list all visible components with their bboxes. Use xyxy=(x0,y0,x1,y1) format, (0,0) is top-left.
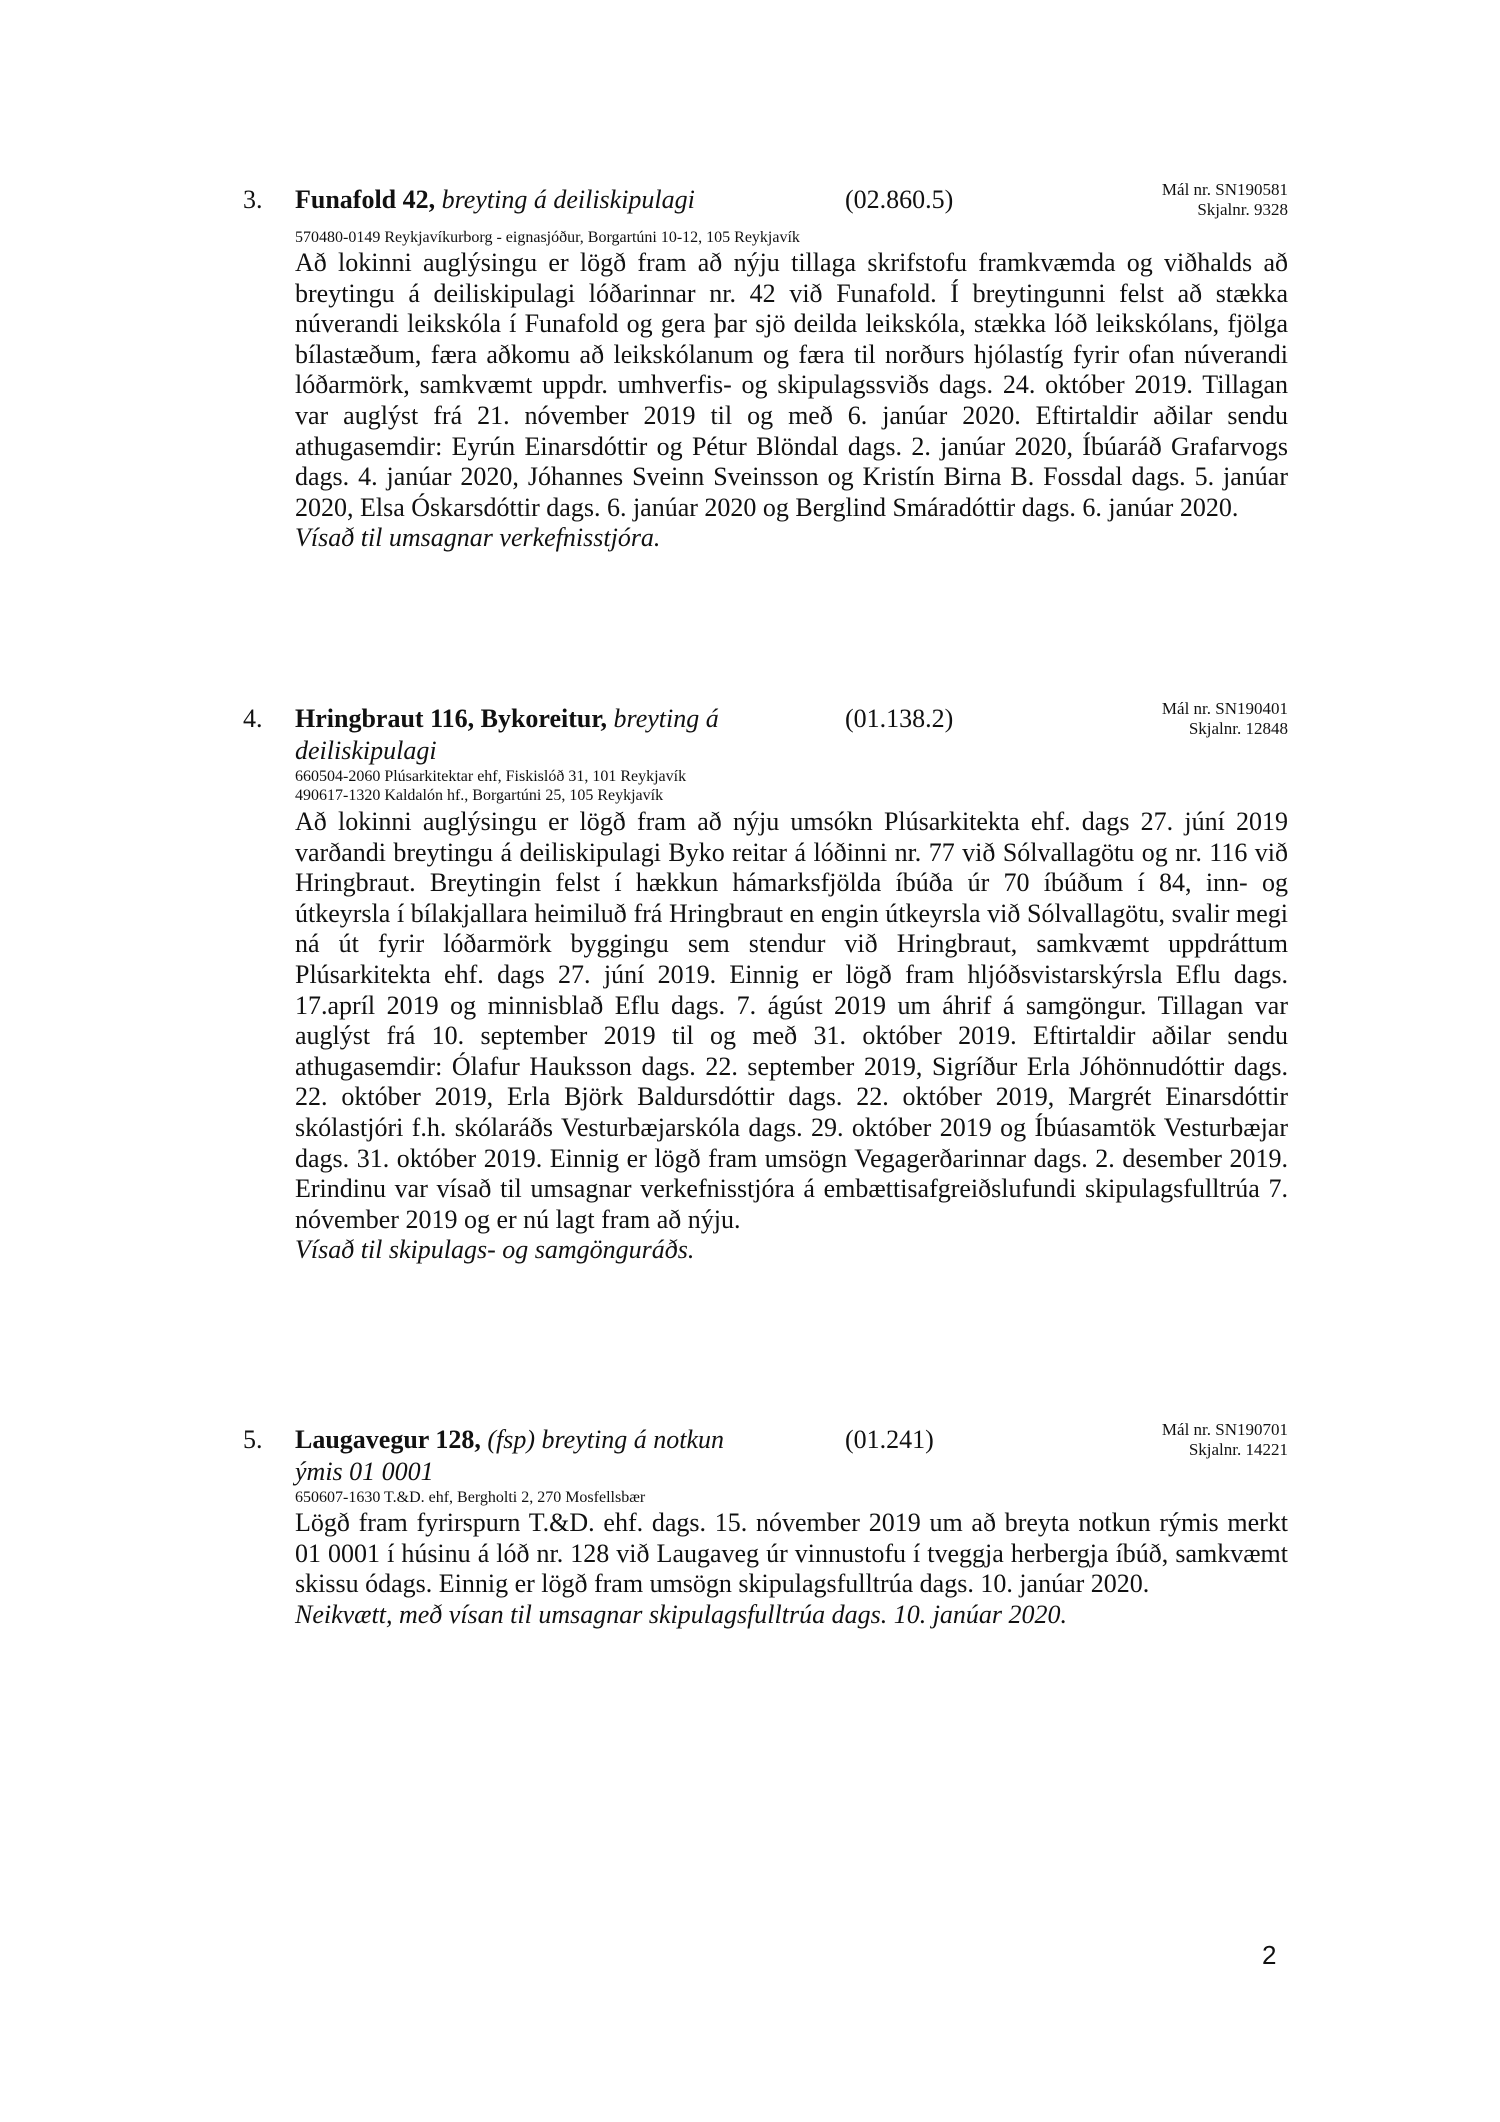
item-body xyxy=(295,248,1288,554)
applicant-line: 490617-1320 Kaldalón hf., Borgartúni 25, 105 Reykjavík xyxy=(295,787,664,804)
item-reference: (01.138.2) xyxy=(845,704,954,733)
item-title xyxy=(295,1424,775,1488)
page-number: 2 xyxy=(1262,1940,1277,1970)
item-title-subject: breyting á deiliskipulagi xyxy=(295,704,719,765)
item-title-address: Funafold 42, xyxy=(295,185,436,214)
applicant-line: 650607-1630 T.&D. ehf, Bergholti 2, 270 Mosfellsbær xyxy=(295,1489,646,1506)
item-number: 4. xyxy=(243,704,263,733)
case-number: Mál nr. SN190701 xyxy=(1161,1420,1288,1439)
applicants xyxy=(295,1488,645,1507)
registry-number: Skjalnr. 9328 xyxy=(1197,200,1288,219)
item-description: Að lokinni auglýsingu er lögð fram að nýju umsókn Plúsarkitekta ehf. dags 27. júní 2019 varðandi breytingu á deiliskipulagi Byko reitar á lóðinni nr. 77 við Sólvallagötu og nr. 116 við Hringbraut. Breytingin felst í hækkun hámarksfjölda íbúða úr 70 íbúðum í 84, inn- og útkeyrsla í bílakjallara heimiluð frá Hringbraut en engin útkeyrsla við Sólvallagötu, svalir megi ná út fyrir lóðarmörk byggingu sem stendur við Hringbraut, samkvæmt uppdráttum Plúsarkitekta ehf. dags 27. júní 2019. Einnig er lögð fram hljóðsvistarskýrsla Eflu dags. 17.apríl 2019 og minnisblað Eflu dags. 7. ágúst 2019 um áhrif á samgöngur. Tillagan var auglýst frá 10. september 2019 til og með 31. október 2019. Eftirtaldir aðilar sendu athugasemdir: Ólafur Hauksson dags. 22. september 2019, Sigríður Erla Jóhönnudóttir dags. 22. október 2019, Erla Björk Baldursdóttir dags. 22. október 2019, Margrét Einarsdóttir skólastjóri f.h. skólaráðs Vesturbæjarskóla dags. 29. október 2019 og Íbúasamtök Vesturbæjar dags. 31. október 2019. Einnig er lögð fram umsögn Vegagerðarinnar dags. 2. desember 2019. Erindinu var vísað til umsagnar verkefnisstjóra á embættisafgreiðslufundi skipulagsfulltrúa 7. nóvember 2019 og er nú lagt fram að nýju. xyxy=(295,807,1288,1234)
item-description: Lögð fram fyrirspurn T.&D. ehf. dags. 15. nóvember 2019 um að breyta notkun rýmis merkt 01 0001 í húsinu á lóð nr. 128 við Laugaveg úr vinnustofu í tveggja herbergja íbúð, samkvæmt skissu ódags. Einnig er lögð fram umsögn skipulagsfulltrúa dags. 10. janúar 2020. xyxy=(295,1508,1288,1599)
item-title-address: Laugavegur 128, xyxy=(295,1425,481,1454)
case-info xyxy=(1162,1420,1288,1460)
item-conclusion: Vísað til skipulags- og samgönguráðs. xyxy=(295,1235,695,1265)
case-number: Mál nr. SN190581 xyxy=(1161,180,1288,199)
item-reference: (01.241) xyxy=(845,1425,934,1454)
item-body xyxy=(295,1508,1288,1630)
item-reference: (02.860.5) xyxy=(845,185,954,214)
item-number: 3. xyxy=(243,185,263,214)
applicant-line: 660504-2060 Plúsarkitektar ehf, Fiskislóð 31, 101 Reykjavík xyxy=(295,768,687,785)
case-info xyxy=(1162,180,1288,220)
registry-number: Skjalnr. 12848 xyxy=(1188,719,1288,738)
item-title-subject: (fsp) breyting á notkun ýmis 01 0001 xyxy=(295,1425,724,1486)
item-body xyxy=(295,807,1288,1266)
item-title-address: Hringbraut 116, Bykoreitur, xyxy=(295,704,608,733)
registry-number: Skjalnr. 14221 xyxy=(1188,1440,1288,1459)
item-description: Að lokinni auglýsingu er lögð fram að nýju tillaga skrifstofu framkvæmda og viðhalds að breytingu á deiliskipulagi lóðarinnar nr. 42 við Funafold. Í breytingunni felst að stækka núverandi leikskóla í Funafold og gera þar sjö deilda leikskóla, stækka lóð leikskólans, fjölga bílastæðum, færa aðkomu að leikskólanum og færa til norðurs hjólastíg fyrir ofan núverandi lóðarmörk, samkvæmt uppdr. umhverfis- og skipulagssviðs dags. 24. október 2019. Tillagan var auglýst frá 21. nóvember 2019 til og með 6. janúar 2020. Eftirtaldir aðilar sendu athugasemdir: Eyrún Einarsdóttir og Pétur Blöndal dags. 2. janúar 2020, Íbúaráð Grafarvogs dags. 4. janúar 2020, Jóhannes Sveinn Sveinsson og Kristín Birna B. Fossdal dags. 5. janúar 2020, Elsa Óskarsdóttir dags. 6. janúar 2020 og Berglind Smáradóttir dags. 6. janúar 2020. xyxy=(295,248,1288,522)
item-conclusion: Neikvætt, með vísan til umsagnar skipulagsfulltrúa dags. 10. janúar 2020. xyxy=(295,1599,1068,1629)
applicants xyxy=(295,767,686,805)
item-conclusion: Vísað til umsagnar verkefnisstjóra. xyxy=(295,523,661,553)
case-info xyxy=(1162,699,1288,739)
item-title-subject: breyting á deiliskipulagi xyxy=(441,185,695,214)
case-number: Mál nr. SN190401 xyxy=(1161,699,1288,718)
item-title xyxy=(295,184,815,216)
applicants xyxy=(295,228,800,247)
applicant-line: 570480-0149 Reykjavíkurborg - eignasjóður, Borgartúni 10-12, 105 Reykjavík xyxy=(295,229,800,246)
item-title xyxy=(295,703,775,767)
item-number: 5. xyxy=(243,1425,263,1454)
